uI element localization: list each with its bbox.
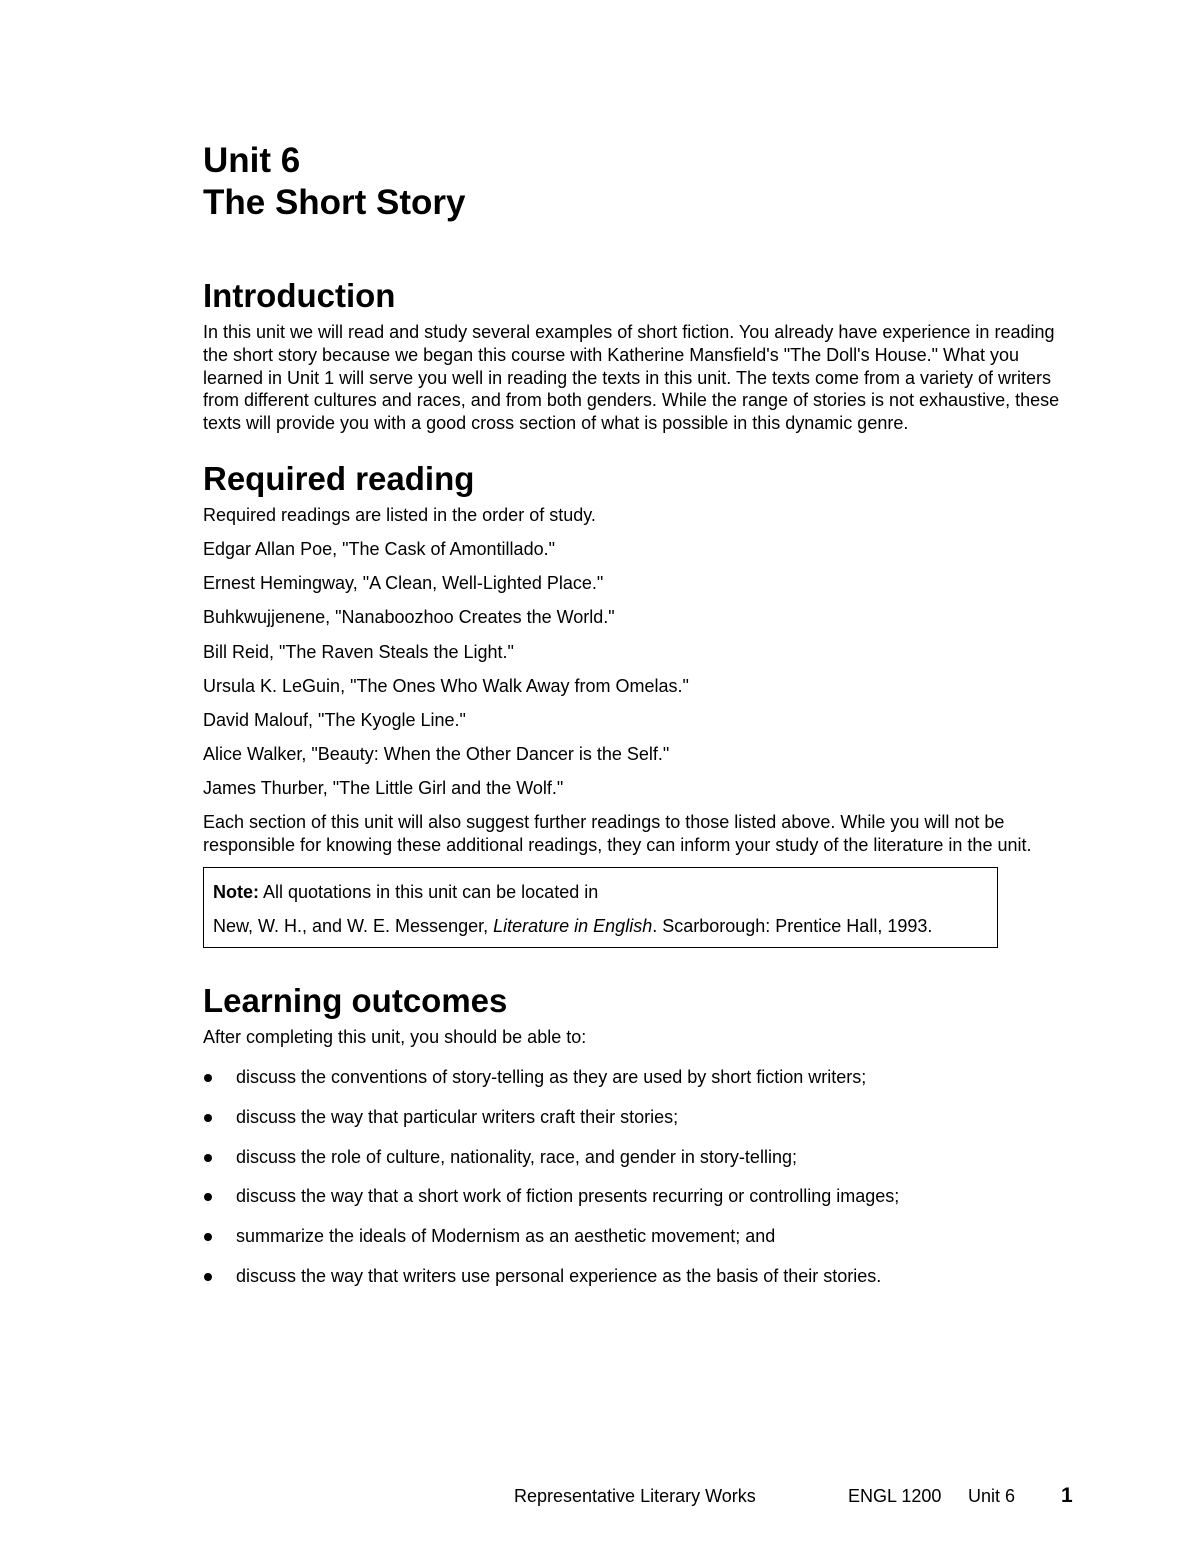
bullet-icon	[204, 1154, 212, 1162]
outcome-text: discuss the way that writers use personal experience as the basis of their stories.	[236, 1266, 882, 1287]
bullet-icon	[204, 1114, 212, 1122]
outcome-item	[203, 1066, 1083, 1089]
note-box	[203, 867, 998, 949]
citation-publisher: . Scarborough: Prentice Hall, 1993.	[652, 915, 933, 936]
unit-number: Unit 6	[203, 141, 301, 180]
learning-outcomes-list	[203, 1066, 1083, 1288]
outcome-item	[203, 1146, 1083, 1169]
outcome-item	[203, 1185, 1083, 1208]
note-label: Note:	[213, 881, 259, 902]
page-content	[203, 140, 1083, 1288]
bullet-icon	[204, 1193, 212, 1201]
reading-item: Ursula K. LeGuin, "The Ones Who Walk Away from Omelas."	[203, 675, 689, 696]
required-reading-heading: Required reading	[203, 459, 475, 497]
learning-outcomes-intro: After completing this unit, you should be able to:	[203, 1027, 587, 1048]
note-text: All quotations in this unit can be located in	[259, 881, 599, 902]
page-title	[203, 140, 1083, 224]
bullet-icon	[204, 1273, 212, 1281]
introduction-paragraph: In this unit we will read and study several examples of short fiction. You already have experience in reading the short story because we began this course with Katherine Mansfield's "The Doll's House." What you learned in Unit 1 will serve you well in reading the texts in this unit. The texts come from a variety of writers from different cultures and races, and from both genders. While the range of stories is not exhaustive, these texts will provide you with a good cross section of what is possible in this dynamic genre.	[203, 321, 1060, 434]
outcome-item	[203, 1106, 1083, 1129]
reading-item: David Malouf, "The Kyogle Line."	[203, 709, 466, 730]
introduction-heading: Introduction	[203, 277, 396, 314]
citation-title: Literature in English	[493, 915, 653, 936]
outcome-text: summarize the ideals of Modernism as an aesthetic movement; and	[236, 1226, 776, 1247]
outcome-item	[203, 1265, 1083, 1288]
note-line	[213, 881, 987, 904]
required-reading-list	[203, 538, 1083, 800]
further-readings-paragraph: Each section of this unit will also suggest further readings to those listed above. While you will not be responsible for knowing these additional readings, they can inform your study of the literature in the unit.	[203, 812, 1032, 855]
footer-unit: Unit 6	[968, 1486, 1016, 1506]
reading-item: Buhkwujjenene, "Nanaboozhoo Creates the World."	[203, 607, 615, 628]
reading-item: Ernest Hemingway, "A Clean, Well-Lighted Place."	[203, 573, 604, 594]
outcome-text: discuss the way that particular writers craft their stories;	[236, 1106, 679, 1127]
footer-book-title: Representative Literary Works	[514, 1486, 756, 1506]
reading-item: James Thurber, "The Little Girl and the Wolf."	[203, 778, 564, 799]
learning-outcomes-heading: Learning outcomes	[203, 982, 508, 1020]
outcome-text: discuss the conventions of story-telling as they are used by short fiction writers;	[236, 1067, 867, 1088]
required-reading-intro: Required readings are listed in the order of study.	[203, 504, 596, 525]
reading-item: Alice Walker, "Beauty: When the Other Dancer is the Self."	[203, 744, 670, 765]
citation	[213, 915, 987, 938]
citation-authors: New, W. H., and W. E. Messenger,	[213, 915, 494, 936]
outcome-text: discuss the role of culture, nationality, race, and gender in story-telling;	[236, 1146, 797, 1167]
outcome-item	[203, 1225, 1083, 1248]
reading-item: Edgar Allan Poe, "The Cask of Amontillado."	[203, 539, 555, 560]
unit-title: The Short Story	[203, 183, 466, 222]
reading-item: Bill Reid, "The Raven Steals the Light."	[203, 641, 514, 662]
footer-course-code: ENGL 1200	[848, 1486, 942, 1506]
bullet-icon	[204, 1074, 212, 1082]
outcome-text: discuss the way that a short work of fiction presents recurring or controlling images;	[236, 1186, 900, 1207]
bullet-icon	[204, 1233, 212, 1241]
page-number: 1	[1061, 1484, 1073, 1507]
